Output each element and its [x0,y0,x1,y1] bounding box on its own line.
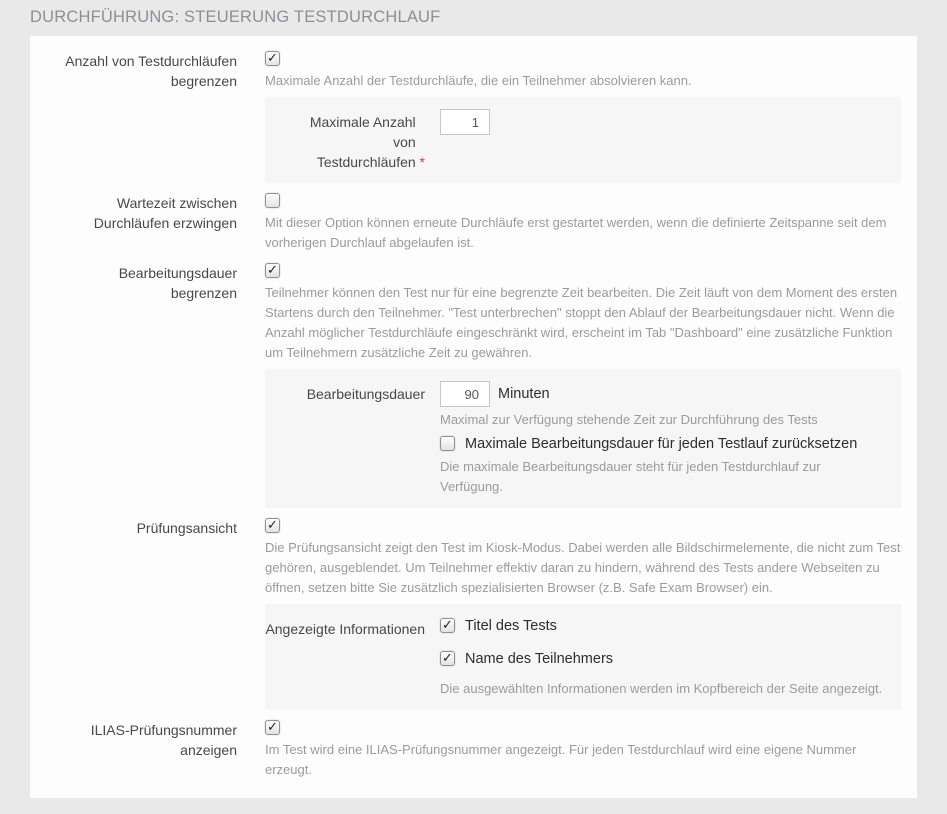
check-icon: ✓ [442,650,453,665]
duration-control [440,381,886,497]
required-marker: * [419,154,425,170]
processing-time-label: Bearbeitungsdauer begrenzen [118,265,237,301]
max-passes-label: Anzahl von Testdurchläufen begrenzen [65,53,237,89]
show-title-option [440,616,886,636]
shown-info-label: Angezeigte Informationen [265,621,425,637]
reset-duration-checkbox[interactable] [440,436,455,451]
max-count-row [265,109,886,172]
form-row-exam-view [30,517,903,710]
duration-input[interactable] [440,381,490,407]
max-passes-byline: Maximale Anzahl der Testdurchläufe, die ein Teilnehmer absolvieren kann. [265,73,692,88]
processing-time-byline: Teilnehmer können den Test nur für eine begrenzte Zeit bearbeiten. Die Zeit läuft von dem Moment des ersten Startens durch den Teilnehmer. "Test unterbrechen" stoppt den Ablauf der Bearbeitungsdauer nicht. Wenn die Anzahl möglicher Testdurchläufe eingeschränkt wird, erscheint im Tab "Dashboard" eine zusätzliche Funktion um Teilnehmern zusätzliche Zeit zu gewähren. [265,285,898,360]
waiting-time-checkbox[interactable] [265,193,280,208]
exam-id-byline: Im Test wird eine ILIAS-Prüfungsnummer angezeigt. Für jeden Testdurchlauf wird eine eigene Nummer erzeugt. [265,742,857,777]
exam-id-checkbox[interactable] [265,720,280,735]
max-count-label: Maximale Anzahl von Testdurchläufen * [309,114,425,170]
exam-view-subpanel [265,604,901,710]
max-passes-subpanel [265,97,901,183]
duration-unit-label: Minuten [498,386,550,402]
max-count-control [440,109,886,172]
check-icon: ✓ [267,262,278,278]
reset-duration-byline: Die maximale Bearbeitungsdauer steht für jeden Testdurchlauf zur Verfügung. [440,459,821,494]
shown-info-row [265,616,886,699]
shown-info-byline: Die ausgewählten Informationen werden im Kopfbereich der Seite angezeigt. [440,681,883,696]
show-title-label[interactable]: Titel des Tests [465,618,557,634]
check-icon: ✓ [267,517,278,533]
exam-id-label: ILIAS-Prüfungsnummer anzeigen [90,722,237,758]
check-icon: ✓ [267,50,278,66]
reset-duration-label[interactable]: Maximale Bearbeitungsdauer für jeden Testlauf zurücksetzen [465,436,858,452]
form-row-max-passes [30,50,903,183]
form-row-exam-id [30,719,903,780]
exam-view-label: Prüfungsansicht [136,520,237,536]
exam-view-control [265,517,903,710]
exam-view-byline: Die Prüfungsansicht zeigt den Test im Kiosk-Modus. Dabei werden alle Bildschirmelemente, die nicht zum Test gehören, ausgeblendet. Um Teilnehmer effektiv daran zu hindern, während des Tests andere Webseiten zu öffnen, setzen bitte Sie zusätzlich spezialisierten Browser (z.B. Safe Exam Browser) ein. [265,540,901,595]
max-passes-control [265,50,903,183]
check-icon: ✓ [442,617,453,632]
show-name-label[interactable]: Name des Teilnehmers [465,651,614,667]
form-row-waiting-time [30,192,903,253]
max-passes-checkbox[interactable] [265,51,280,66]
duration-row [265,381,886,497]
reset-duration-option [440,434,886,454]
processing-time-subpanel [265,369,901,508]
show-name-option [440,649,886,669]
show-name-checkbox[interactable] [440,651,455,666]
processing-time-control [265,262,903,508]
form-row-processing-time [30,262,903,508]
shown-info-control [440,616,886,699]
check-icon: ✓ [267,719,278,735]
exam-view-checkbox[interactable] [265,518,280,533]
form-panel [30,36,917,798]
exam-id-control [265,719,903,780]
waiting-time-label: Wartezeit zwischen Durchläufen erzwingen [93,195,237,231]
duration-byline: Maximal zur Verfügung stehende Zeit zur Durchführung des Tests [440,412,818,427]
waiting-time-byline: Mit dieser Option können erneute Durchläufe erst gestartet werden, wenn die definierte Zeitspanne seit dem vorherigen Durchlauf abgelaufen ist. [265,215,887,250]
processing-time-checkbox[interactable] [265,263,280,278]
waiting-time-control [265,192,903,253]
page-title: DURCHFÜHRUNG: STEUERUNG TESTDURCHLAUF [30,8,441,26]
duration-label: Bearbeitungsdauer [306,386,425,402]
max-count-input[interactable] [440,109,490,135]
show-title-checkbox[interactable] [440,618,455,633]
duration-input-row [440,381,886,407]
